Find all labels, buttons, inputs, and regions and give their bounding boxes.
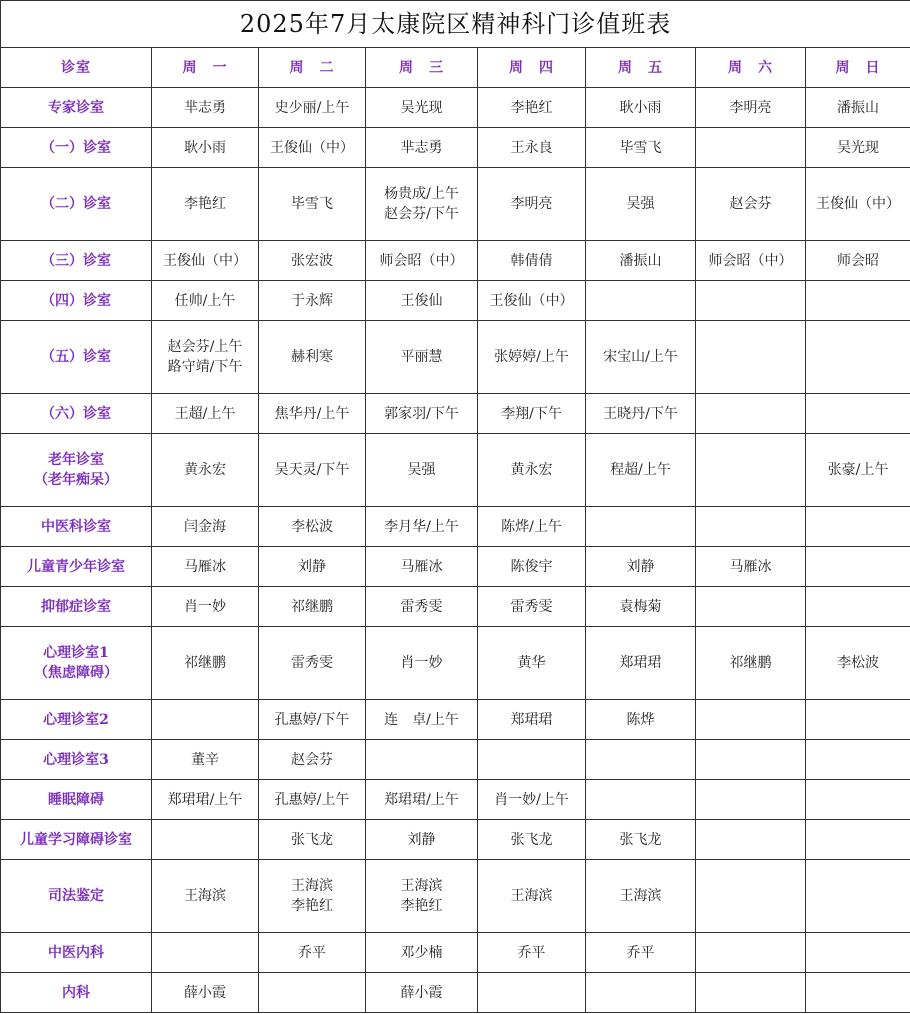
- doctor-cell: 马雁冰: [366, 547, 478, 587]
- doctor-cell: [259, 973, 366, 1013]
- doctor-cell: [696, 820, 806, 860]
- doctor-cell: [696, 933, 806, 973]
- doctor-cell: [806, 820, 910, 860]
- doctor-cell: 任帅/上午: [152, 281, 259, 321]
- doctor-cell: [806, 281, 910, 321]
- doctor-cell: 韩倩倩: [478, 241, 586, 281]
- doctor-cell: [806, 587, 910, 627]
- room-name-cell: （三）诊室: [1, 241, 152, 281]
- table-row: [1, 700, 910, 740]
- doctor-cell: [586, 507, 696, 547]
- doctor-cell: 郑珺珺/上午: [152, 780, 259, 820]
- doctor-cell: [806, 740, 910, 780]
- doctor-cell: [806, 321, 910, 394]
- doctor-cell: 薛小霞: [366, 973, 478, 1013]
- table-row: [1, 547, 910, 587]
- header-day: 周 日: [806, 48, 910, 88]
- doctor-cell: 赵会芬: [696, 168, 806, 241]
- doctor-cell: 师会昭: [806, 241, 910, 281]
- doctor-cell: 乔平: [586, 933, 696, 973]
- doctor-cell: 吴强: [586, 168, 696, 241]
- doctor-cell: 李艳红: [152, 168, 259, 241]
- doctor-cell: 郭家羽/下午: [366, 394, 478, 434]
- doctor-cell: 焦华丹/上午: [259, 394, 366, 434]
- doctor-cell: [586, 780, 696, 820]
- doctor-cell: 王俊仙（中）: [152, 241, 259, 281]
- doctor-cell: [806, 973, 910, 1013]
- doctor-cell: [152, 820, 259, 860]
- room-name-cell: 心理诊室1 （焦虑障碍）: [1, 627, 152, 700]
- table-row: [1, 168, 910, 241]
- room-name-cell: 抑郁症诊室: [1, 587, 152, 627]
- table-row: [1, 241, 910, 281]
- room-name-cell: 老年诊室 （老年痴呆）: [1, 434, 152, 507]
- doctor-cell: 祁继鹏: [696, 627, 806, 700]
- doctor-cell: [478, 740, 586, 780]
- room-name-cell: （五）诊室: [1, 321, 152, 394]
- header-row: [1, 48, 910, 88]
- room-name-cell: 中医科诊室: [1, 507, 152, 547]
- doctor-cell: [586, 281, 696, 321]
- header-day: 周 四: [478, 48, 586, 88]
- table-row: [1, 434, 910, 507]
- doctor-cell: 师会昭（中）: [696, 241, 806, 281]
- doctor-cell: 李月华/上午: [366, 507, 478, 547]
- doctor-cell: 张豪/上午: [806, 434, 910, 507]
- room-name-cell: 司法鉴定: [1, 860, 152, 933]
- room-name-cell: 内科: [1, 973, 152, 1013]
- doctor-cell: 师会昭（中）: [366, 241, 478, 281]
- doctor-cell: [806, 547, 910, 587]
- doctor-cell: 黄永宏: [478, 434, 586, 507]
- doctor-cell: 赫利寒: [259, 321, 366, 394]
- table-row: [1, 128, 910, 168]
- doctor-cell: 雷秀雯: [259, 627, 366, 700]
- doctor-cell: 平丽慧: [366, 321, 478, 394]
- doctor-cell: 肖一妙/上午: [478, 780, 586, 820]
- table-row: [1, 321, 910, 394]
- table-row: [1, 973, 910, 1013]
- doctor-cell: 潘振山: [806, 88, 910, 128]
- table-row: [1, 281, 910, 321]
- room-name-cell: 儿童学习障碍诊室: [1, 820, 152, 860]
- doctor-cell: 芈志勇: [152, 88, 259, 128]
- schedule-body: [1, 88, 910, 1013]
- table-row: [1, 507, 910, 547]
- page-title: 2025年7月太康院区精神科门诊值班表: [1, 1, 910, 48]
- doctor-cell: 肖一妙: [152, 587, 259, 627]
- doctor-cell: 马雁冰: [152, 547, 259, 587]
- header-day: 周 五: [586, 48, 696, 88]
- doctor-cell: [696, 281, 806, 321]
- doctor-cell: [696, 434, 806, 507]
- doctor-cell: 孔惠婷/上午: [259, 780, 366, 820]
- doctor-cell: 李松波: [259, 507, 366, 547]
- doctor-cell: 祁继鹏: [152, 627, 259, 700]
- table-row: [1, 394, 910, 434]
- room-name-cell: 儿童青少年诊室: [1, 547, 152, 587]
- doctor-cell: 李翔/下午: [478, 394, 586, 434]
- table-row: [1, 587, 910, 627]
- header-day: 周 一: [152, 48, 259, 88]
- doctor-cell: 王海滨: [586, 860, 696, 933]
- doctor-cell: 肖一妙: [366, 627, 478, 700]
- doctor-cell: [696, 128, 806, 168]
- doctor-cell: 董辛: [152, 740, 259, 780]
- doctor-cell: 张宏波: [259, 241, 366, 281]
- doctor-cell: 张婷婷/上午: [478, 321, 586, 394]
- doctor-cell: 杨贵成/上午 赵会芬/下午: [366, 168, 478, 241]
- doctor-cell: 吴光现: [806, 128, 910, 168]
- room-name-cell: （二）诊室: [1, 168, 152, 241]
- doctor-cell: 刘静: [586, 547, 696, 587]
- doctor-cell: 王海滨 李艳红: [259, 860, 366, 933]
- doctor-cell: [696, 973, 806, 1013]
- doctor-cell: 闫金海: [152, 507, 259, 547]
- header-day: 周 二: [259, 48, 366, 88]
- table-row: [1, 780, 910, 820]
- table-row: [1, 88, 910, 128]
- doctor-cell: 郑珺珺/上午: [366, 780, 478, 820]
- doctor-cell: 薛小霞: [152, 973, 259, 1013]
- doctor-cell: 陈烨: [586, 700, 696, 740]
- room-name-cell: （六）诊室: [1, 394, 152, 434]
- doctor-cell: 马雁冰: [696, 547, 806, 587]
- doctor-cell: 邓少楠: [366, 933, 478, 973]
- doctor-cell: 乔平: [478, 933, 586, 973]
- doctor-cell: 赵会芬: [259, 740, 366, 780]
- doctor-cell: [806, 780, 910, 820]
- doctor-cell: [696, 587, 806, 627]
- doctor-cell: [366, 740, 478, 780]
- doctor-cell: 王俊仙: [366, 281, 478, 321]
- doctor-cell: 孔惠婷/下午: [259, 700, 366, 740]
- doctor-cell: 王俊仙（中）: [259, 128, 366, 168]
- room-name-cell: 中医内科: [1, 933, 152, 973]
- doctor-cell: 宋宝山/上午: [586, 321, 696, 394]
- table-row: [1, 933, 910, 973]
- doctor-cell: [806, 933, 910, 973]
- doctor-cell: 耿小雨: [586, 88, 696, 128]
- room-name-cell: 专家诊室: [1, 88, 152, 128]
- doctor-cell: 王永良: [478, 128, 586, 168]
- doctor-cell: 雷秀雯: [478, 587, 586, 627]
- doctor-cell: [806, 700, 910, 740]
- doctor-cell: 李明亮: [696, 88, 806, 128]
- doctor-cell: 吴天灵/下午: [259, 434, 366, 507]
- doctor-cell: [696, 860, 806, 933]
- doctor-cell: 刘静: [366, 820, 478, 860]
- doctor-cell: 王晓丹/下午: [586, 394, 696, 434]
- doctor-cell: 程超/上午: [586, 434, 696, 507]
- doctor-cell: 吴强: [366, 434, 478, 507]
- doctor-cell: 黄华: [478, 627, 586, 700]
- doctor-cell: 李松波: [806, 627, 910, 700]
- doctor-cell: [696, 740, 806, 780]
- doctor-cell: [696, 507, 806, 547]
- doctor-cell: 王俊仙（中）: [478, 281, 586, 321]
- doctor-cell: [806, 394, 910, 434]
- doctor-cell: [696, 780, 806, 820]
- doctor-cell: 郑珺珺: [586, 627, 696, 700]
- doctor-cell: 王海滨: [152, 860, 259, 933]
- doctor-cell: 刘静: [259, 547, 366, 587]
- doctor-cell: [478, 973, 586, 1013]
- doctor-cell: 李艳红: [478, 88, 586, 128]
- doctor-cell: 乔平: [259, 933, 366, 973]
- doctor-cell: [152, 933, 259, 973]
- table-row: [1, 860, 910, 933]
- doctor-cell: 芈志勇: [366, 128, 478, 168]
- doctor-cell: [152, 700, 259, 740]
- room-name-cell: 心理诊室3: [1, 740, 152, 780]
- doctor-cell: 王俊仙（中）: [806, 168, 910, 241]
- doctor-cell: 潘振山: [586, 241, 696, 281]
- doctor-cell: 李明亮: [478, 168, 586, 241]
- doctor-cell: 陈烨/上午: [478, 507, 586, 547]
- doctor-cell: 祁继鹏: [259, 587, 366, 627]
- header-day: 周 三: [366, 48, 478, 88]
- room-name-cell: 睡眠障碍: [1, 780, 152, 820]
- doctor-cell: 王超/上午: [152, 394, 259, 434]
- doctor-cell: 张飞龙: [259, 820, 366, 860]
- doctor-cell: 雷秀雯: [366, 587, 478, 627]
- doctor-cell: [586, 973, 696, 1013]
- doctor-cell: 赵会芬/上午 路守靖/下午: [152, 321, 259, 394]
- doctor-cell: 王海滨 李艳红: [366, 860, 478, 933]
- doctor-cell: 黄永宏: [152, 434, 259, 507]
- doctor-cell: [696, 394, 806, 434]
- doctor-cell: 郑珺珺: [478, 700, 586, 740]
- room-name-cell: （一）诊室: [1, 128, 152, 168]
- doctor-cell: 张飞龙: [586, 820, 696, 860]
- room-name-cell: （四）诊室: [1, 281, 152, 321]
- doctor-cell: [696, 700, 806, 740]
- doctor-cell: 张飞龙: [478, 820, 586, 860]
- room-name-cell: 心理诊室2: [1, 700, 152, 740]
- table-row: [1, 740, 910, 780]
- doctor-cell: 袁梅菊: [586, 587, 696, 627]
- doctor-cell: [586, 740, 696, 780]
- doctor-cell: 史少丽/上午: [259, 88, 366, 128]
- doctor-cell: 吴光现: [366, 88, 478, 128]
- doctor-cell: [806, 860, 910, 933]
- doctor-cell: 于永辉: [259, 281, 366, 321]
- doctor-cell: 毕雪飞: [259, 168, 366, 241]
- doctor-cell: 连 卓/上午: [366, 700, 478, 740]
- header-room: 诊室: [1, 48, 152, 88]
- table-row: [1, 627, 910, 700]
- doctor-cell: 毕雪飞: [586, 128, 696, 168]
- doctor-cell: [806, 507, 910, 547]
- doctor-cell: 耿小雨: [152, 128, 259, 168]
- doctor-cell: [696, 321, 806, 394]
- doctor-cell: 陈俊宇: [478, 547, 586, 587]
- doctor-cell: 王海滨: [478, 860, 586, 933]
- table-row: [1, 820, 910, 860]
- header-day: 周 六: [696, 48, 806, 88]
